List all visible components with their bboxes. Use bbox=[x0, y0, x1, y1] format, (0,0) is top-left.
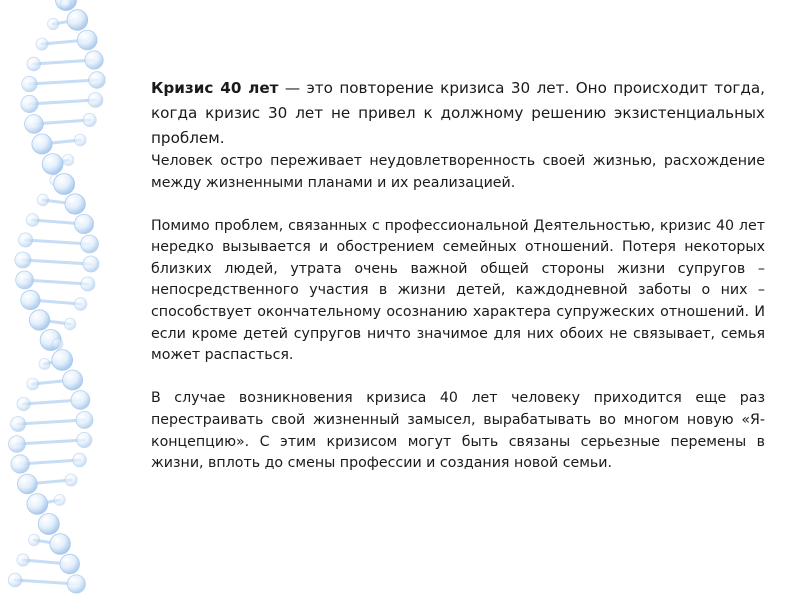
dna-rung bbox=[26, 240, 90, 244]
dna-bead bbox=[83, 113, 96, 126]
dna-bead bbox=[37, 194, 49, 206]
dna-bead bbox=[65, 194, 85, 214]
dna-bead bbox=[81, 277, 95, 291]
dna-bead bbox=[22, 76, 37, 91]
dna-bead bbox=[16, 271, 34, 289]
dna-bead bbox=[61, 0, 72, 10]
dna-bead bbox=[32, 134, 52, 154]
dna-bead bbox=[21, 95, 38, 112]
paragraph-new-concept: В случае возникновения кризиса 40 лет человеку приходится еще раз перестраивать свой жизненный замысел, вырабатывать во многом новую «Я-концепцию». С этим кризисом могут быть связаны серьезные перемены в жизни, вплоть до смены профессии и создания новой семьи. bbox=[151, 390, 765, 472]
dna-bead bbox=[67, 575, 85, 593]
dna-bead bbox=[89, 72, 106, 89]
dna-bead bbox=[77, 30, 97, 50]
dna-bead bbox=[76, 412, 93, 429]
dna-bead bbox=[27, 57, 41, 71]
dna-bead bbox=[52, 350, 73, 371]
dna-rung bbox=[25, 280, 88, 284]
dna-bead bbox=[25, 115, 44, 134]
dna-bead bbox=[71, 391, 90, 410]
dna-bead bbox=[63, 154, 74, 165]
dna-rung bbox=[17, 440, 84, 444]
lead-definition: — это повторение кризиса 30 лет. Оно происходит тогда, когда кризис 30 лет не привел к должному решению экзистенциальных проблем. bbox=[151, 79, 765, 147]
dna-bead bbox=[28, 534, 39, 545]
dna-bead bbox=[60, 554, 80, 574]
dna-bead bbox=[39, 358, 50, 369]
dna-bead bbox=[52, 339, 63, 350]
dna-bead bbox=[73, 453, 87, 467]
dna-bead bbox=[17, 474, 37, 494]
dna-rung bbox=[30, 100, 96, 104]
dna-bead bbox=[11, 455, 29, 473]
slide-content bbox=[151, 76, 765, 475]
dna-bead bbox=[74, 134, 86, 146]
dna-bead bbox=[50, 534, 71, 555]
dna-bead bbox=[26, 214, 39, 227]
dna-rung bbox=[18, 420, 84, 424]
dna-bead bbox=[29, 310, 49, 330]
dna-rung bbox=[23, 260, 91, 264]
dna-bead bbox=[77, 432, 92, 447]
dna-bead bbox=[11, 417, 26, 432]
dna-bead bbox=[54, 174, 75, 195]
dna-bead bbox=[85, 51, 103, 69]
lead-term: Кризис 40 лет bbox=[151, 79, 279, 97]
dna-bead bbox=[74, 214, 93, 233]
dna-bead bbox=[81, 235, 99, 253]
dna-bead bbox=[48, 18, 59, 29]
dna-bead bbox=[65, 474, 77, 486]
dna-rung bbox=[29, 80, 97, 84]
dna-bead bbox=[19, 233, 33, 247]
paragraph-family: Помимо проблем, связанных с профессиональной Деятельностью, кризис 40 лет нередко вызывается и обострением семейных отношений. Потеря некоторых близких людей, утрата очень важной общей стороны жизни супругов – непосредственного участия в жизни детей, каждодневной заботы о них – способствует окончательному осознанию характера супружеских отношений. И если кроме детей супругов ничто значимое для них обоих не связывает, семья может распасться. bbox=[151, 217, 765, 364]
dna-bead bbox=[27, 378, 39, 390]
dna-bead bbox=[21, 290, 40, 309]
dna-bead bbox=[67, 10, 88, 31]
dna-helix-icon bbox=[0, 0, 140, 599]
dna-bead bbox=[38, 514, 59, 535]
dna-bead bbox=[88, 93, 103, 108]
dna-bead bbox=[15, 252, 31, 268]
dna-bead bbox=[54, 494, 65, 505]
dna-bead bbox=[83, 256, 99, 272]
dna-bead bbox=[17, 397, 30, 410]
dna-bead bbox=[64, 318, 76, 330]
lead-paragraph bbox=[151, 76, 765, 151]
dna-bead bbox=[36, 38, 48, 50]
dna-bead bbox=[63, 370, 83, 390]
dna-bead bbox=[9, 436, 26, 453]
dna-bead bbox=[27, 494, 48, 515]
paragraph-dissatisfaction: Человек остро переживает неудовлетворенность своей жизнью, расхождение между жизненными планами и их реализацией. bbox=[151, 153, 765, 191]
dna-bead bbox=[74, 298, 87, 311]
dna-bead bbox=[17, 554, 29, 566]
dna-bead bbox=[8, 573, 22, 587]
dna-bead bbox=[42, 154, 63, 175]
